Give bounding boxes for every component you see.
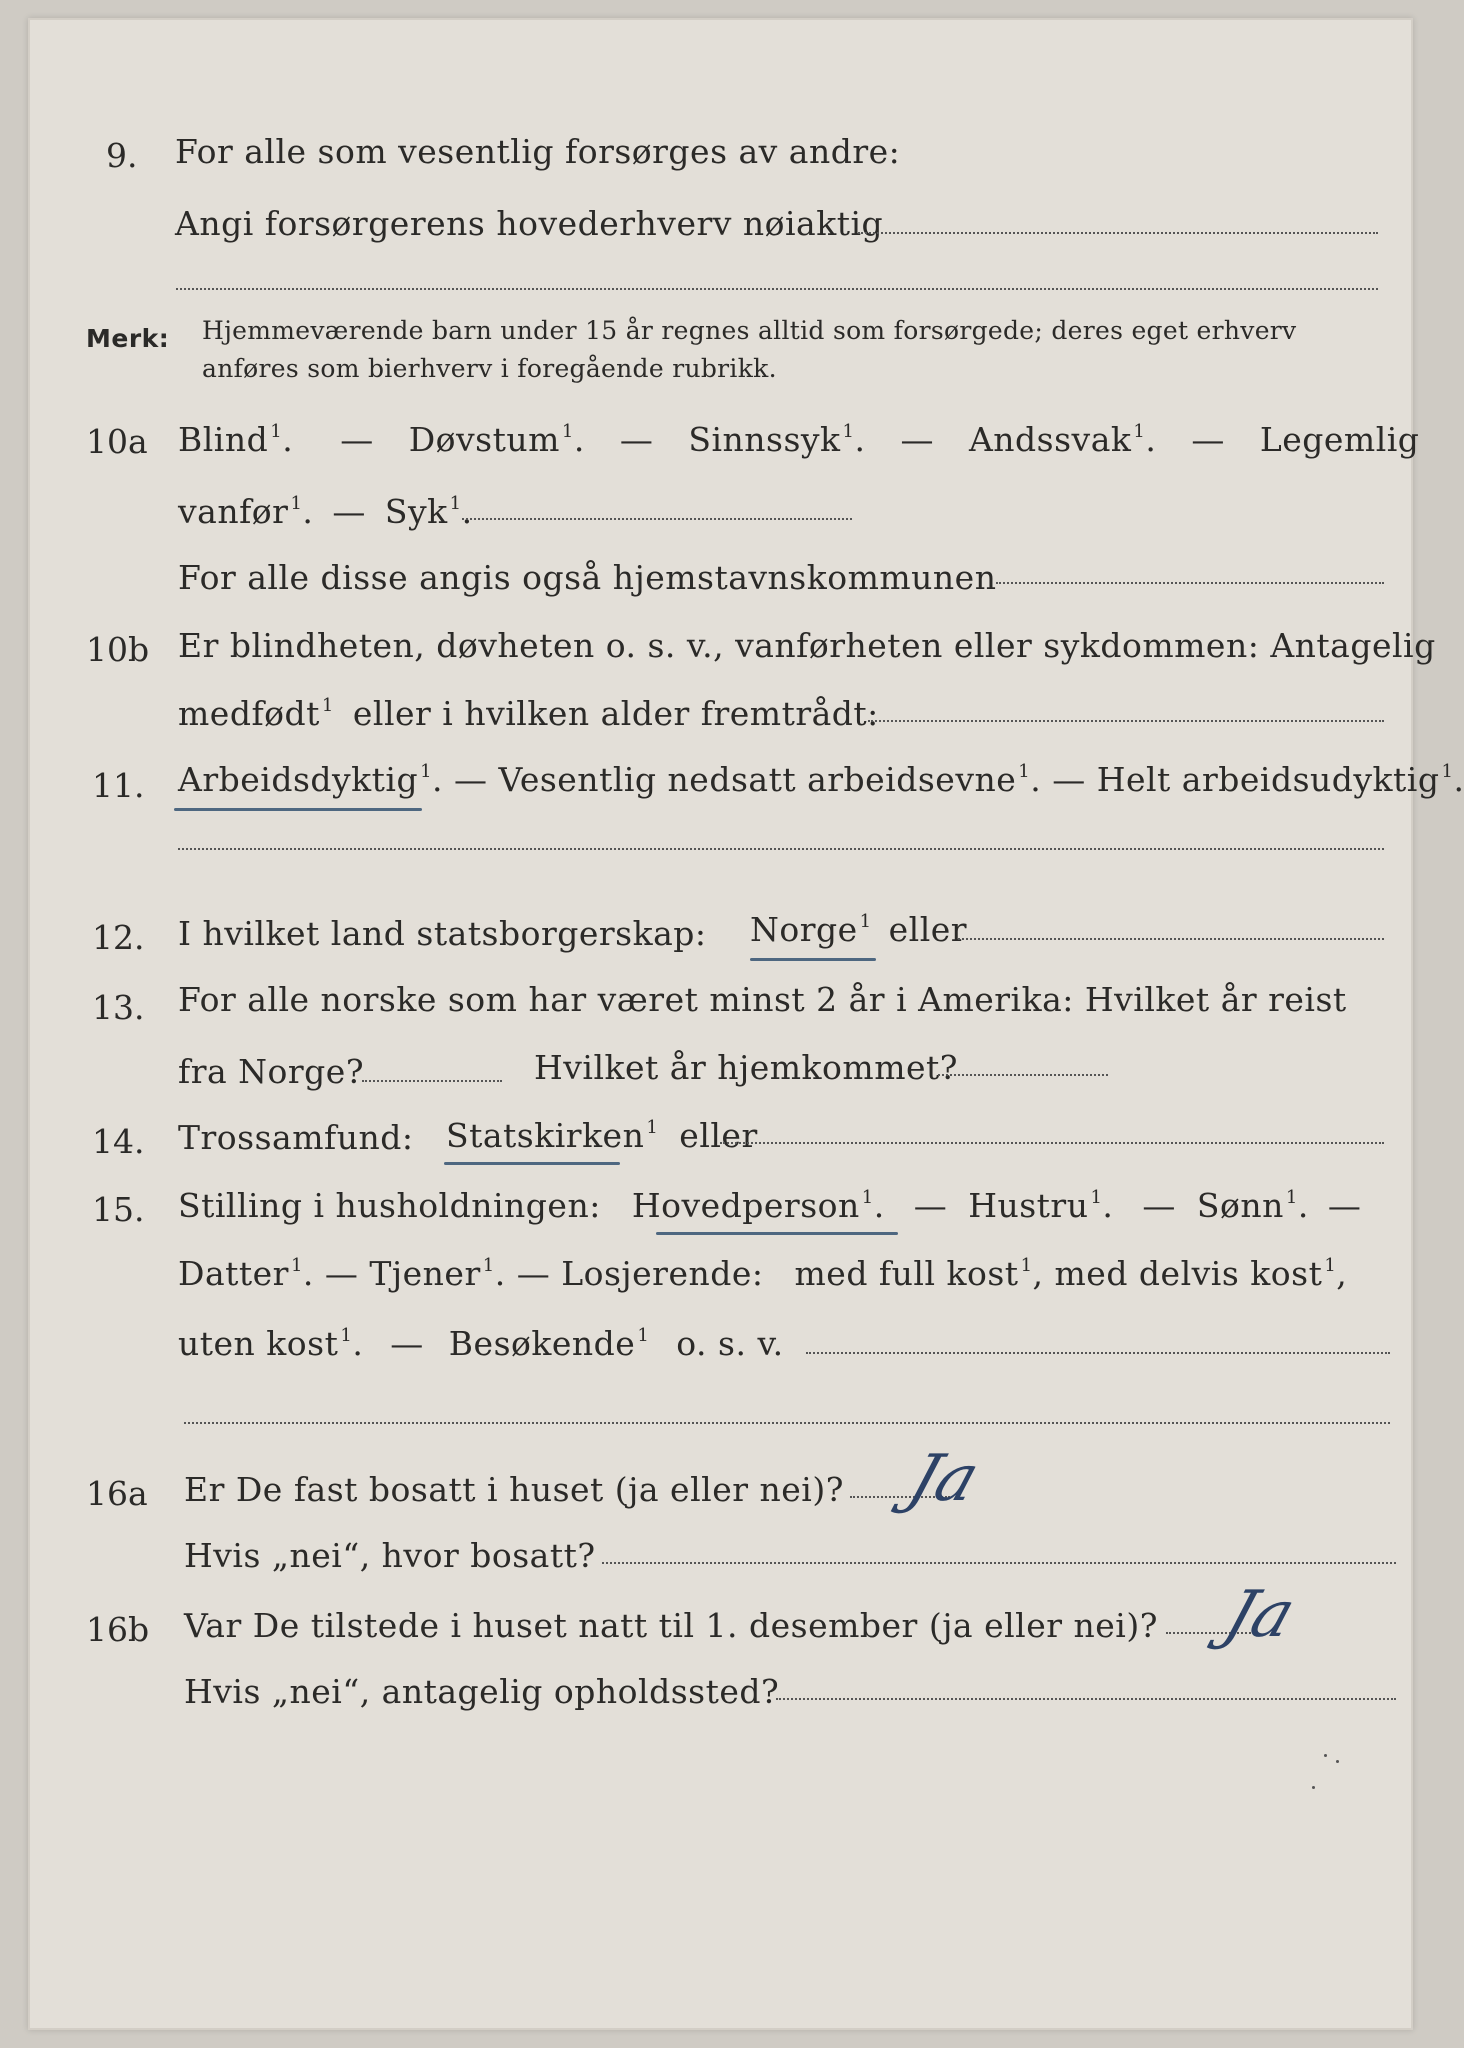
q9-answer-line-2[interactable] — [176, 288, 1378, 290]
q14-text: Trossamfund: — [178, 1118, 414, 1157]
opt-uten-kost[interactable]: uten kost — [178, 1324, 339, 1363]
q9-answer-line[interactable] — [858, 232, 1378, 234]
opt-full-kost[interactable]: med full kost — [794, 1254, 1019, 1293]
q14-pen-underline — [444, 1162, 620, 1165]
opt-besokende[interactable]: Besøkende — [448, 1324, 636, 1363]
opt-dovstum[interactable]: Døvstum — [408, 420, 560, 459]
item-number-10a: 10a — [86, 422, 148, 461]
q10a-answer-line[interactable] — [462, 518, 852, 520]
opt-sinnssyk[interactable]: Sinnssyk — [688, 420, 841, 459]
q14-answer-line[interactable] — [720, 1142, 1384, 1144]
opt-delvis-kost[interactable]: med delvis kost — [1054, 1254, 1323, 1293]
opt-legemlig[interactable]: Legemlig — [1259, 420, 1420, 459]
opt-statskirken[interactable]: Statskirken — [446, 1116, 645, 1155]
q13-line1: For alle norske som har været minst 2 år i Amerika: Hvilket år reist — [178, 980, 1347, 1019]
item-number-16a: 16a — [86, 1474, 148, 1513]
item-number-12: 12. — [92, 918, 145, 957]
q12-text: I hvilket land statsborgerskap: — [178, 914, 707, 953]
item-number-16b: 16b — [86, 1610, 150, 1649]
q10a-line1: Blind $^1$. — Døvstum $^1$. — Sinnssyk $^1$. — Andssvak $^1$. — Legemlig — [178, 420, 1420, 459]
q13-fra: fra Norge? — [178, 1052, 365, 1091]
opt-udyktig[interactable]: Helt arbeidsudyktig — [1096, 760, 1440, 799]
opt-arbeidsdyktig[interactable]: Arbeidsdyktig — [178, 760, 419, 799]
item-number-11: 11. — [92, 766, 145, 805]
item-number-13: 13. — [92, 988, 145, 1027]
opt-tjener[interactable]: Tjener — [369, 1254, 481, 1293]
q13-year-return-line[interactable] — [938, 1074, 1108, 1076]
q10a-home-line[interactable] — [996, 582, 1384, 584]
q15-line1: Stilling i husholdningen: Hovedperson $^1$. — Hustru $^1$. — Sønn $^1$. — — [178, 1186, 1362, 1225]
q9-line1: For alle som vesentlig forsørges av andre: — [175, 132, 901, 171]
merk-line1: Hjemmeværende barn under 15 år regnes alltid som forsørgede; deres eget erhverv — [202, 316, 1297, 345]
opt-hovedperson[interactable]: Hovedperson — [631, 1186, 860, 1225]
q15-line3: uten kost $^1$. — Besøkende $^1$ o. s. v. — [178, 1324, 784, 1363]
opt-syk[interactable]: Syk — [384, 492, 448, 531]
q16a-residence-line[interactable] — [602, 1562, 1396, 1564]
item-number-9: 9. — [106, 136, 138, 175]
q16b-location-line[interactable] — [776, 1698, 1396, 1700]
q16a-handwritten-answer: Ja — [899, 1442, 988, 1516]
opt-andssvak[interactable]: Andssvak — [968, 420, 1132, 459]
q15-pen-underline — [656, 1232, 898, 1235]
q11-answer-line[interactable] — [178, 848, 1384, 850]
opt-datter[interactable]: Datter — [178, 1254, 289, 1293]
item-number-15: 15. — [92, 1190, 145, 1229]
q15-line2: Datter $^1$. — Tjener $^1$. — Losjerende: med full kost $^1$, med delvis kost $^1$, — [178, 1254, 1348, 1293]
opt-sonn[interactable]: Sønn — [1196, 1186, 1284, 1225]
q13-hjem: Hvilket år hjemkommet? — [534, 1048, 958, 1087]
q16b-handwritten-answer: Ja — [1215, 1578, 1304, 1652]
q14-options: Statskirken $^1$ eller — [446, 1116, 758, 1155]
opt-vanfor[interactable]: vanfør — [178, 492, 289, 531]
ink-speck — [1324, 1754, 1327, 1757]
q16a-line2: Hvis „nei“, hvor bosatt? — [184, 1536, 596, 1575]
q10b-line1: Er blindheten, døvheten o. s. v., vanførheten eller sykdommen: Antagelig — [178, 626, 1436, 665]
ink-speck — [1312, 1786, 1315, 1789]
q11-pen-underline — [174, 808, 422, 811]
merk-label: Merk: — [86, 324, 170, 353]
q16b-line2: Hvis „nei“, antagelig opholdssted? — [184, 1672, 780, 1711]
q13-year-left-line[interactable] — [362, 1080, 502, 1082]
q12-options: Norge $^1$ eller — [750, 910, 968, 949]
opt-blind[interactable]: Blind — [178, 420, 269, 459]
opt-medfodt[interactable]: medfødt — [178, 694, 320, 733]
item-number-14: 14. — [92, 1122, 145, 1161]
opt-nedsatt[interactable]: Vesentlig nedsatt arbeidsevne — [498, 760, 1017, 799]
q10a-line2: vanfør $^1$. — Syk $^1$. — [178, 492, 473, 531]
q12-answer-line[interactable] — [958, 938, 1384, 940]
q9-line2: Angi forsørgerens hovederhverv nøiaktig — [175, 204, 884, 243]
q10b-line2: medfødt $^1$ eller i hvilken alder fremtrådt: — [178, 694, 879, 733]
opt-norge[interactable]: Norge — [750, 910, 858, 949]
q16b-line1: Var De tilstede i huset natt til 1. desember (ja eller nei)? — [184, 1606, 1158, 1645]
q11-line: Arbeidsdyktig $^1$. — Vesentlig nedsatt arbeidsevne $^1$. — Helt arbeidsudyktig $^1$. — [178, 760, 1464, 799]
q10b-answer-line[interactable] — [868, 720, 1384, 722]
q12-pen-underline — [750, 958, 876, 961]
ink-speck — [1336, 1760, 1339, 1763]
q16a-line1: Er De fast bosatt i huset (ja eller nei)? — [184, 1470, 844, 1509]
item-number-10b: 10b — [86, 630, 150, 669]
census-form-page — [28, 18, 1464, 2030]
opt-hustru[interactable]: Hustru — [968, 1186, 1089, 1225]
q15-answer-line[interactable] — [806, 1352, 1390, 1354]
q10a-line3: For alle disse angis også hjemstavnskommunen — [178, 558, 997, 597]
merk-line2: anføres som bierhverv i foregående rubrikk. — [202, 354, 777, 383]
q15-answer-line-2[interactable] — [184, 1422, 1390, 1424]
